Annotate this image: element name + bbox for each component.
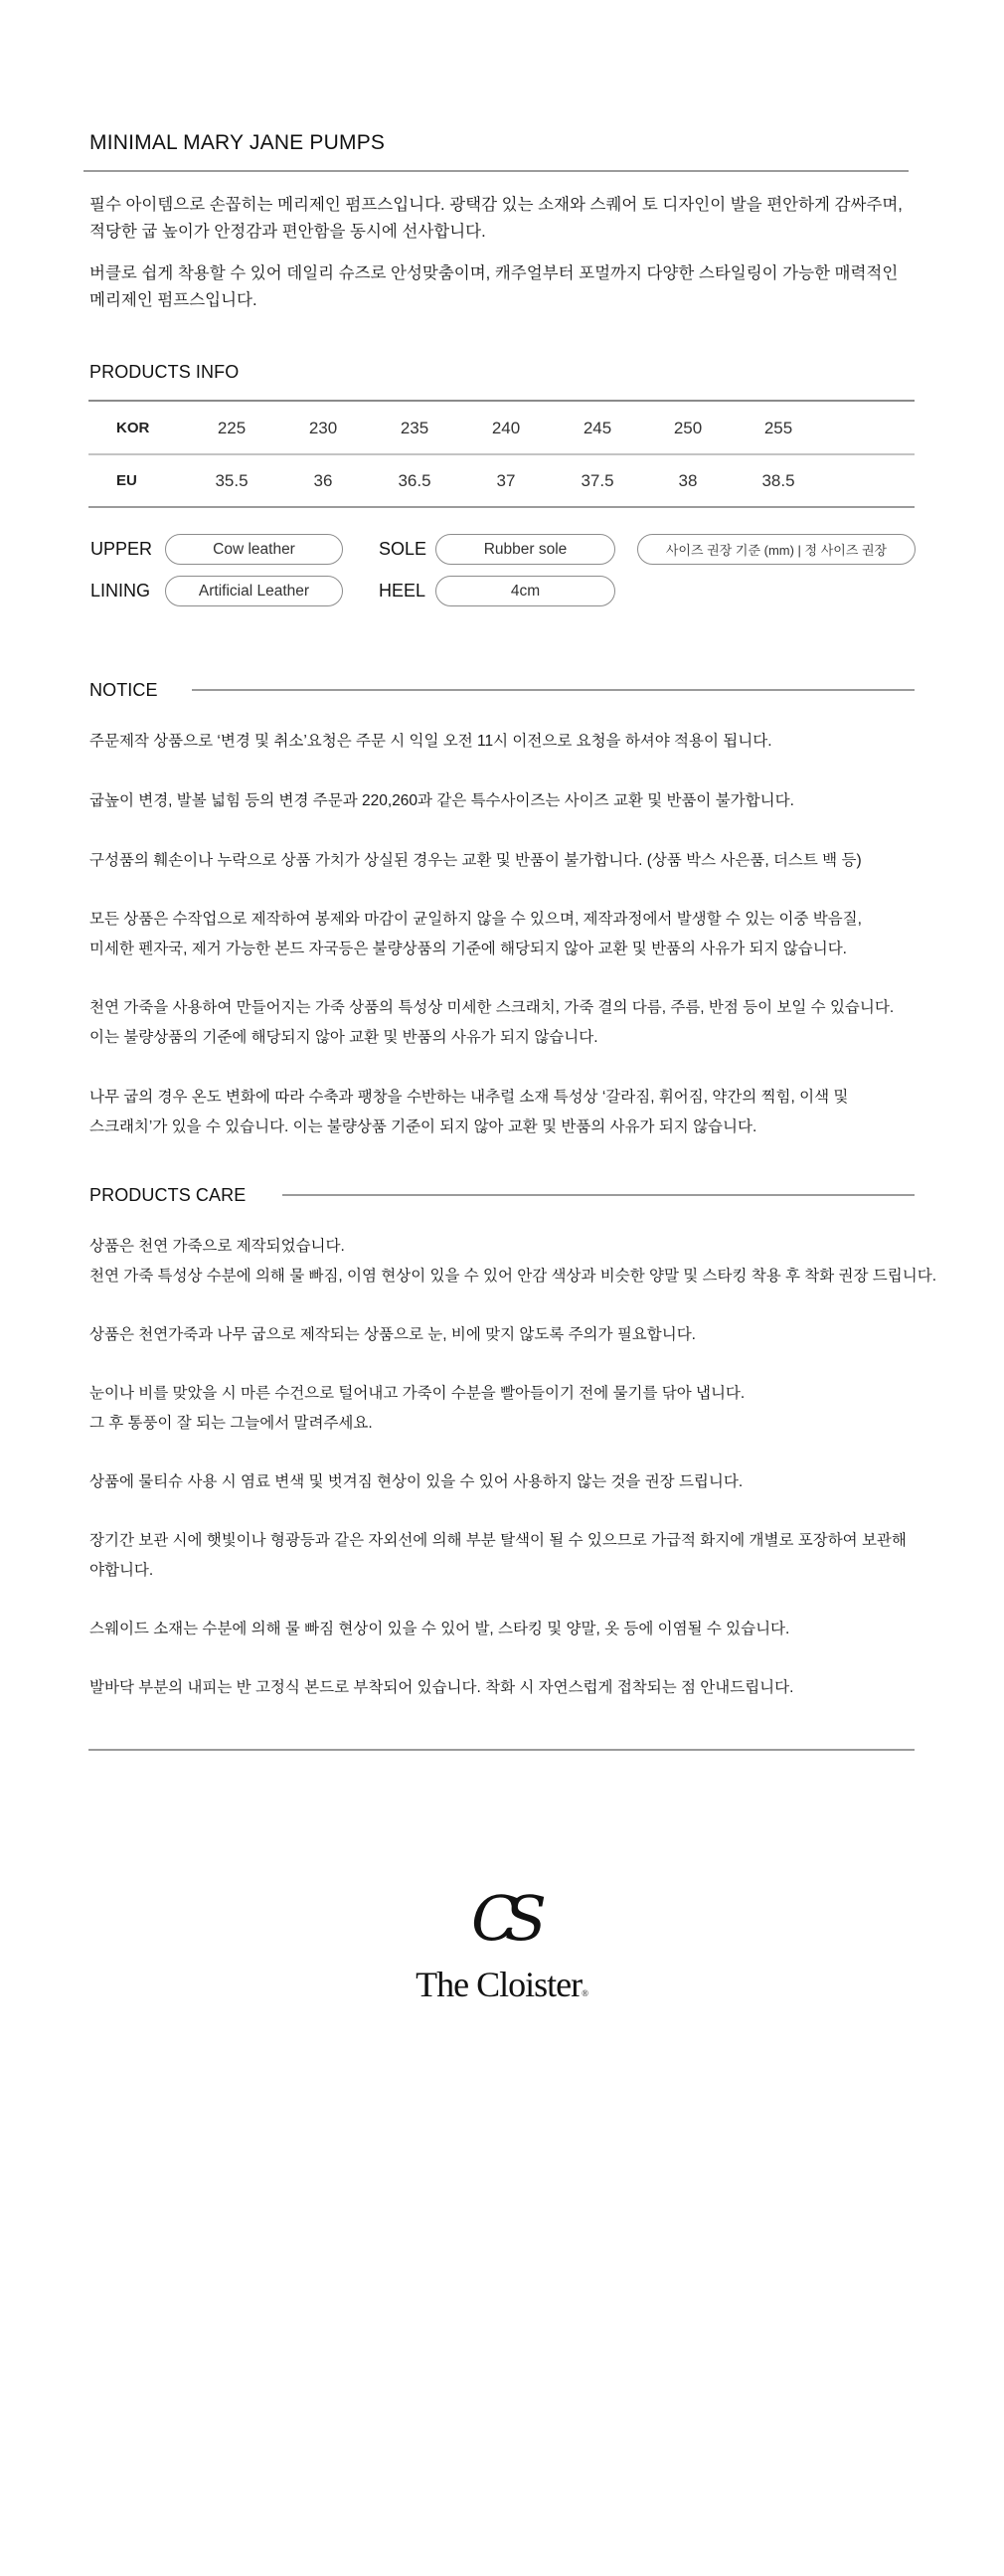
size-table-top-rule bbox=[88, 400, 915, 402]
title-divider bbox=[84, 170, 909, 172]
care-item bbox=[89, 1467, 934, 1497]
products-care-rule bbox=[282, 1194, 915, 1196]
notice-item bbox=[89, 846, 934, 876]
notice-heading: NOTICE bbox=[89, 680, 158, 700]
brand-name: The Cloister bbox=[416, 1965, 583, 2004]
notice-item bbox=[89, 786, 934, 816]
notice-line: 스크래치’가 있을 수 있습니다. 이는 불량상품 기준이 되지 않아 교환 및 반품의 사유가 되지 않습니다. bbox=[89, 1118, 757, 1135]
spec-value-pill: Artificial Leather bbox=[165, 576, 343, 606]
care-item bbox=[89, 1320, 934, 1350]
care-line: 스웨이드 소재는 수분에 의해 물 빠짐 현상이 있을 수 있어 발, 스타킹 및 양말, 옷 등에 이염될 수 있습니다. bbox=[89, 1621, 790, 1637]
care-line: 발바닥 부분의 내피는 반 고정식 본드로 부착되어 있습니다. 착화 시 자연스럽게 접착되는 점 안내드립니다. bbox=[89, 1679, 794, 1696]
care-line: 상품에 물티슈 사용 시 염료 변색 및 벗겨짐 현상이 있을 수 있어 사용하지 않는 것을 권장 드립니다. bbox=[89, 1473, 744, 1490]
care-item bbox=[89, 1379, 934, 1439]
products-info-heading: PRODUCTS INFO bbox=[89, 362, 240, 382]
care-line: 눈이나 비를 맞았을 시 마른 수건으로 털어내고 가죽이 수분을 빨아들이기 전에 물기를 닦아 냅니다. bbox=[89, 1385, 746, 1402]
notice-line: 이는 불량상품의 기준에 해당되지 않아 교환 및 반품의 사유가 되지 않습니다. bbox=[89, 1029, 598, 1046]
size-cell: 37.5 bbox=[581, 471, 614, 490]
care-item bbox=[89, 1526, 934, 1586]
spec-label: HEEL bbox=[379, 581, 426, 601]
care-line: 야합니다. bbox=[89, 1562, 154, 1579]
size-cell: 235 bbox=[400, 419, 429, 437]
products-care-heading: PRODUCTS CARE bbox=[89, 1185, 247, 1205]
product-title: MINIMAL MARY JANE PUMPS bbox=[89, 131, 386, 154]
description-paragraph-1 bbox=[89, 192, 924, 246]
care-line: 그 후 통풍이 잘 되는 그늘에서 말려주세요. bbox=[89, 1415, 373, 1432]
size-row-label: EU bbox=[116, 472, 137, 489]
spec-label: SOLE bbox=[379, 539, 427, 559]
care-line: 상품은 천연 가죽으로 제작되었습니다. bbox=[89, 1238, 345, 1255]
size-row-label: KOR bbox=[116, 420, 150, 436]
notice-line: 주문제작 상품으로 ‘변경 및 취소’요청은 주문 시 익일 오전 11시 이전으로 요청을 하셔야 적용이 됩니다. bbox=[89, 733, 772, 750]
notice-item bbox=[89, 1083, 934, 1142]
care-line: 장기간 보관 시에 햇빛이나 형광등과 같은 자외선에 의해 부분 탈색이 될 수 있으므로 가급적 화지에 개별로 포장하여 보관해 bbox=[89, 1532, 907, 1549]
size-cell: 240 bbox=[491, 419, 521, 437]
size-cell: 38 bbox=[678, 471, 698, 490]
care-item bbox=[89, 1232, 937, 1291]
care-item bbox=[89, 1673, 934, 1703]
size-guide-pill: 사이즈 권장 기준 (mm) | 정 사이즈 권장 bbox=[637, 534, 916, 565]
description-line: 적당한 굽 높이가 안정감과 편안함을 동시에 선사합니다. bbox=[89, 223, 486, 241]
spec-label: UPPER bbox=[90, 539, 153, 559]
size-cell: 36.5 bbox=[398, 471, 431, 490]
footer-rule bbox=[88, 1749, 915, 1751]
care-line: 상품은 천연가죽과 나무 굽으로 제작되는 상품으로 눈, 비에 맞지 않도록 주의가 필요합니다. bbox=[89, 1326, 696, 1343]
notice-item bbox=[89, 993, 934, 1053]
description-line: 필수 아이템으로 손꼽히는 메리제인 펌프스입니다. 광택감 있는 소재와 스퀘어 토 디자인이 발을 편안하게 감싸주며, bbox=[89, 196, 903, 214]
size-cell: 35.5 bbox=[215, 471, 249, 490]
size-table-mid-rule bbox=[88, 453, 915, 455]
size-cell: 250 bbox=[673, 419, 703, 437]
description-line: 메리제인 펌프스입니다. bbox=[89, 291, 257, 309]
notice-rule bbox=[192, 689, 915, 691]
size-cell: 245 bbox=[583, 419, 612, 437]
size-table-bottom-rule bbox=[88, 506, 915, 508]
registered-mark: ® bbox=[582, 1988, 588, 1998]
spec-value-pill: Rubber sole bbox=[435, 534, 615, 565]
spec-value-pill: Cow leather bbox=[165, 534, 343, 565]
size-cell: 38.5 bbox=[761, 471, 795, 490]
brand-monogram-icon: CS bbox=[471, 1882, 533, 1955]
brand-wordmark bbox=[0, 1964, 1004, 2005]
size-cell: 37 bbox=[496, 471, 516, 490]
care-item bbox=[89, 1615, 934, 1644]
spec-value-pill: 4cm bbox=[435, 576, 615, 606]
notice-item bbox=[89, 727, 934, 757]
notice-line: 나무 굽의 경우 온도 변화에 따라 수축과 팽창을 수반하는 내추럴 소재 특성상 ‘갈라짐, 휘어짐, 약간의 찍힘, 이색 및 bbox=[89, 1089, 849, 1106]
notice-line: 굽높이 변경, 발볼 넓힘 등의 변경 주문과 220,260과 같은 특수사이즈는 사이즈 교환 및 반품이 불가합니다. bbox=[89, 792, 794, 809]
size-cell: 225 bbox=[217, 419, 247, 437]
notice-item bbox=[89, 905, 934, 964]
spec-label: LINING bbox=[90, 581, 151, 601]
size-cell: 230 bbox=[308, 419, 338, 437]
description-line: 버클로 쉽게 착용할 수 있어 데일리 슈즈로 안성맞춤이며, 캐주얼부터 포멀까지 다양한 스타일링이 가능한 매력적인 bbox=[89, 264, 899, 282]
size-cell: 255 bbox=[763, 419, 793, 437]
care-line: 천연 가죽 특성상 수분에 의해 물 빠짐, 이염 현상이 있을 수 있어 안감 색상과 비슷한 양말 및 스타킹 착용 후 착화 권장 드립니다. bbox=[89, 1268, 937, 1285]
size-cell: 36 bbox=[313, 471, 333, 490]
description-paragraph-2 bbox=[89, 260, 924, 314]
notice-line: 미세한 펜자국, 제거 가능한 본드 자국등은 불량상품의 기준에 해당되지 않아 교환 및 반품의 사유가 되지 않습니다. bbox=[89, 941, 847, 957]
notice-line: 구성품의 훼손이나 누락으로 상품 가치가 상실된 경우는 교환 및 반품이 불가합니다. (상품 박스 사은품, 더스트 백 등) bbox=[89, 852, 862, 869]
notice-line: 천연 가죽을 사용하여 만들어지는 가죽 상품의 특성상 미세한 스크래치, 가죽 결의 다름, 주름, 반점 등이 보일 수 있습니다. bbox=[89, 999, 895, 1016]
notice-line: 모든 상품은 수작업으로 제작하여 봉제와 마감이 균일하지 않을 수 있으며, 제작과정에서 발생할 수 있는 이중 박음질, bbox=[89, 911, 862, 928]
